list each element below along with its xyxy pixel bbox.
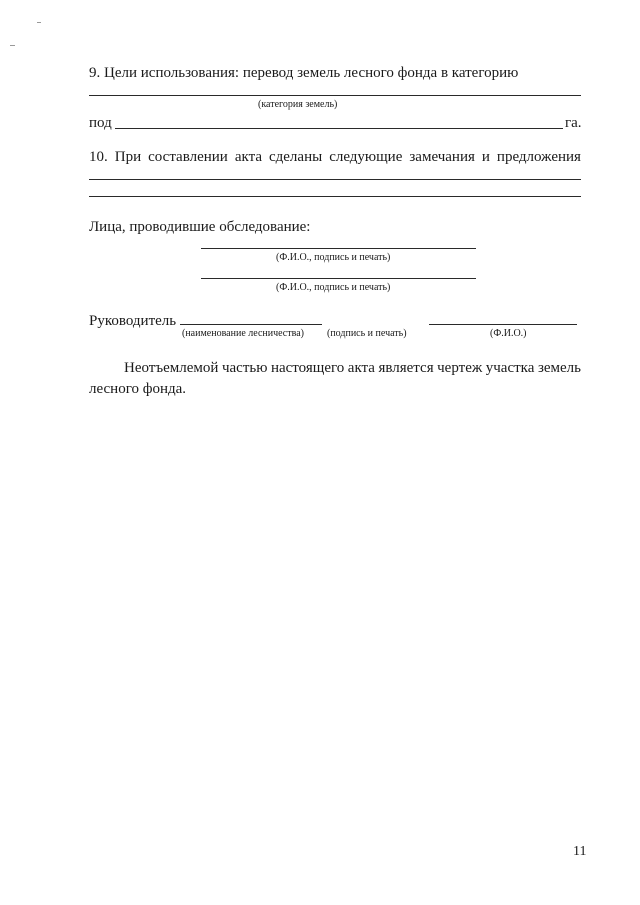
closing-word: участка [485, 360, 535, 376]
item10-blank-line-2 [89, 196, 581, 197]
closing-word: акта [347, 360, 375, 376]
closing-word: является [378, 360, 434, 376]
closing-word: настоящего [270, 360, 345, 376]
inspector-2-caption: (Ф.И.О., подпись и печать) [276, 282, 391, 293]
closing-word: чертеж [437, 360, 483, 376]
item10-word: При [114, 149, 142, 165]
closing-line-2: лесного фонда. [89, 381, 187, 397]
head-name-line [429, 324, 577, 325]
item9-text: 9. Цели использования: перевод земель лесного фонда в категорию [89, 65, 519, 81]
item9-area-line [115, 128, 563, 129]
item10-word: предложения [496, 149, 581, 165]
scan-artifact [37, 22, 41, 23]
head-forestry-line [180, 324, 322, 325]
inspector-2-signature-line [201, 278, 476, 279]
head-name-caption: (Ф.И.О.) [490, 328, 527, 339]
item10-word: и [481, 149, 490, 165]
head-forestry-caption: (наименование лесничества) [182, 328, 304, 339]
item10-blank-line-1 [89, 179, 581, 180]
item10-word: 10. [89, 149, 108, 165]
closing-word: частью [221, 360, 268, 376]
inspectors-heading: Лица, проводившие обследование: [89, 219, 311, 235]
item9-blank-line [89, 95, 581, 96]
item10-word: составлении [148, 149, 228, 165]
item10-word: сделаны [268, 149, 323, 165]
item10-text [89, 148, 581, 166]
head-signature-caption: (подпись и печать) [327, 328, 407, 339]
page-number: 11 [573, 844, 587, 859]
item9-under-label: под [89, 115, 112, 131]
scan-artifact [10, 45, 15, 46]
item9-category-caption: (категория земель) [258, 99, 338, 110]
item10-word: следующие [329, 149, 403, 165]
item10-word: акта [234, 149, 262, 165]
closing-word: Неотъемлемой [124, 360, 219, 376]
inspector-1-caption: (Ф.И.О., подпись и печать) [276, 252, 391, 263]
inspector-1-signature-line [201, 248, 476, 249]
closing-line-1 [124, 359, 581, 377]
item10-word: замечания [409, 149, 475, 165]
closing-word: земель [537, 360, 581, 376]
head-label: Руководитель [89, 313, 177, 329]
item9-ha-label: га. [565, 115, 582, 131]
